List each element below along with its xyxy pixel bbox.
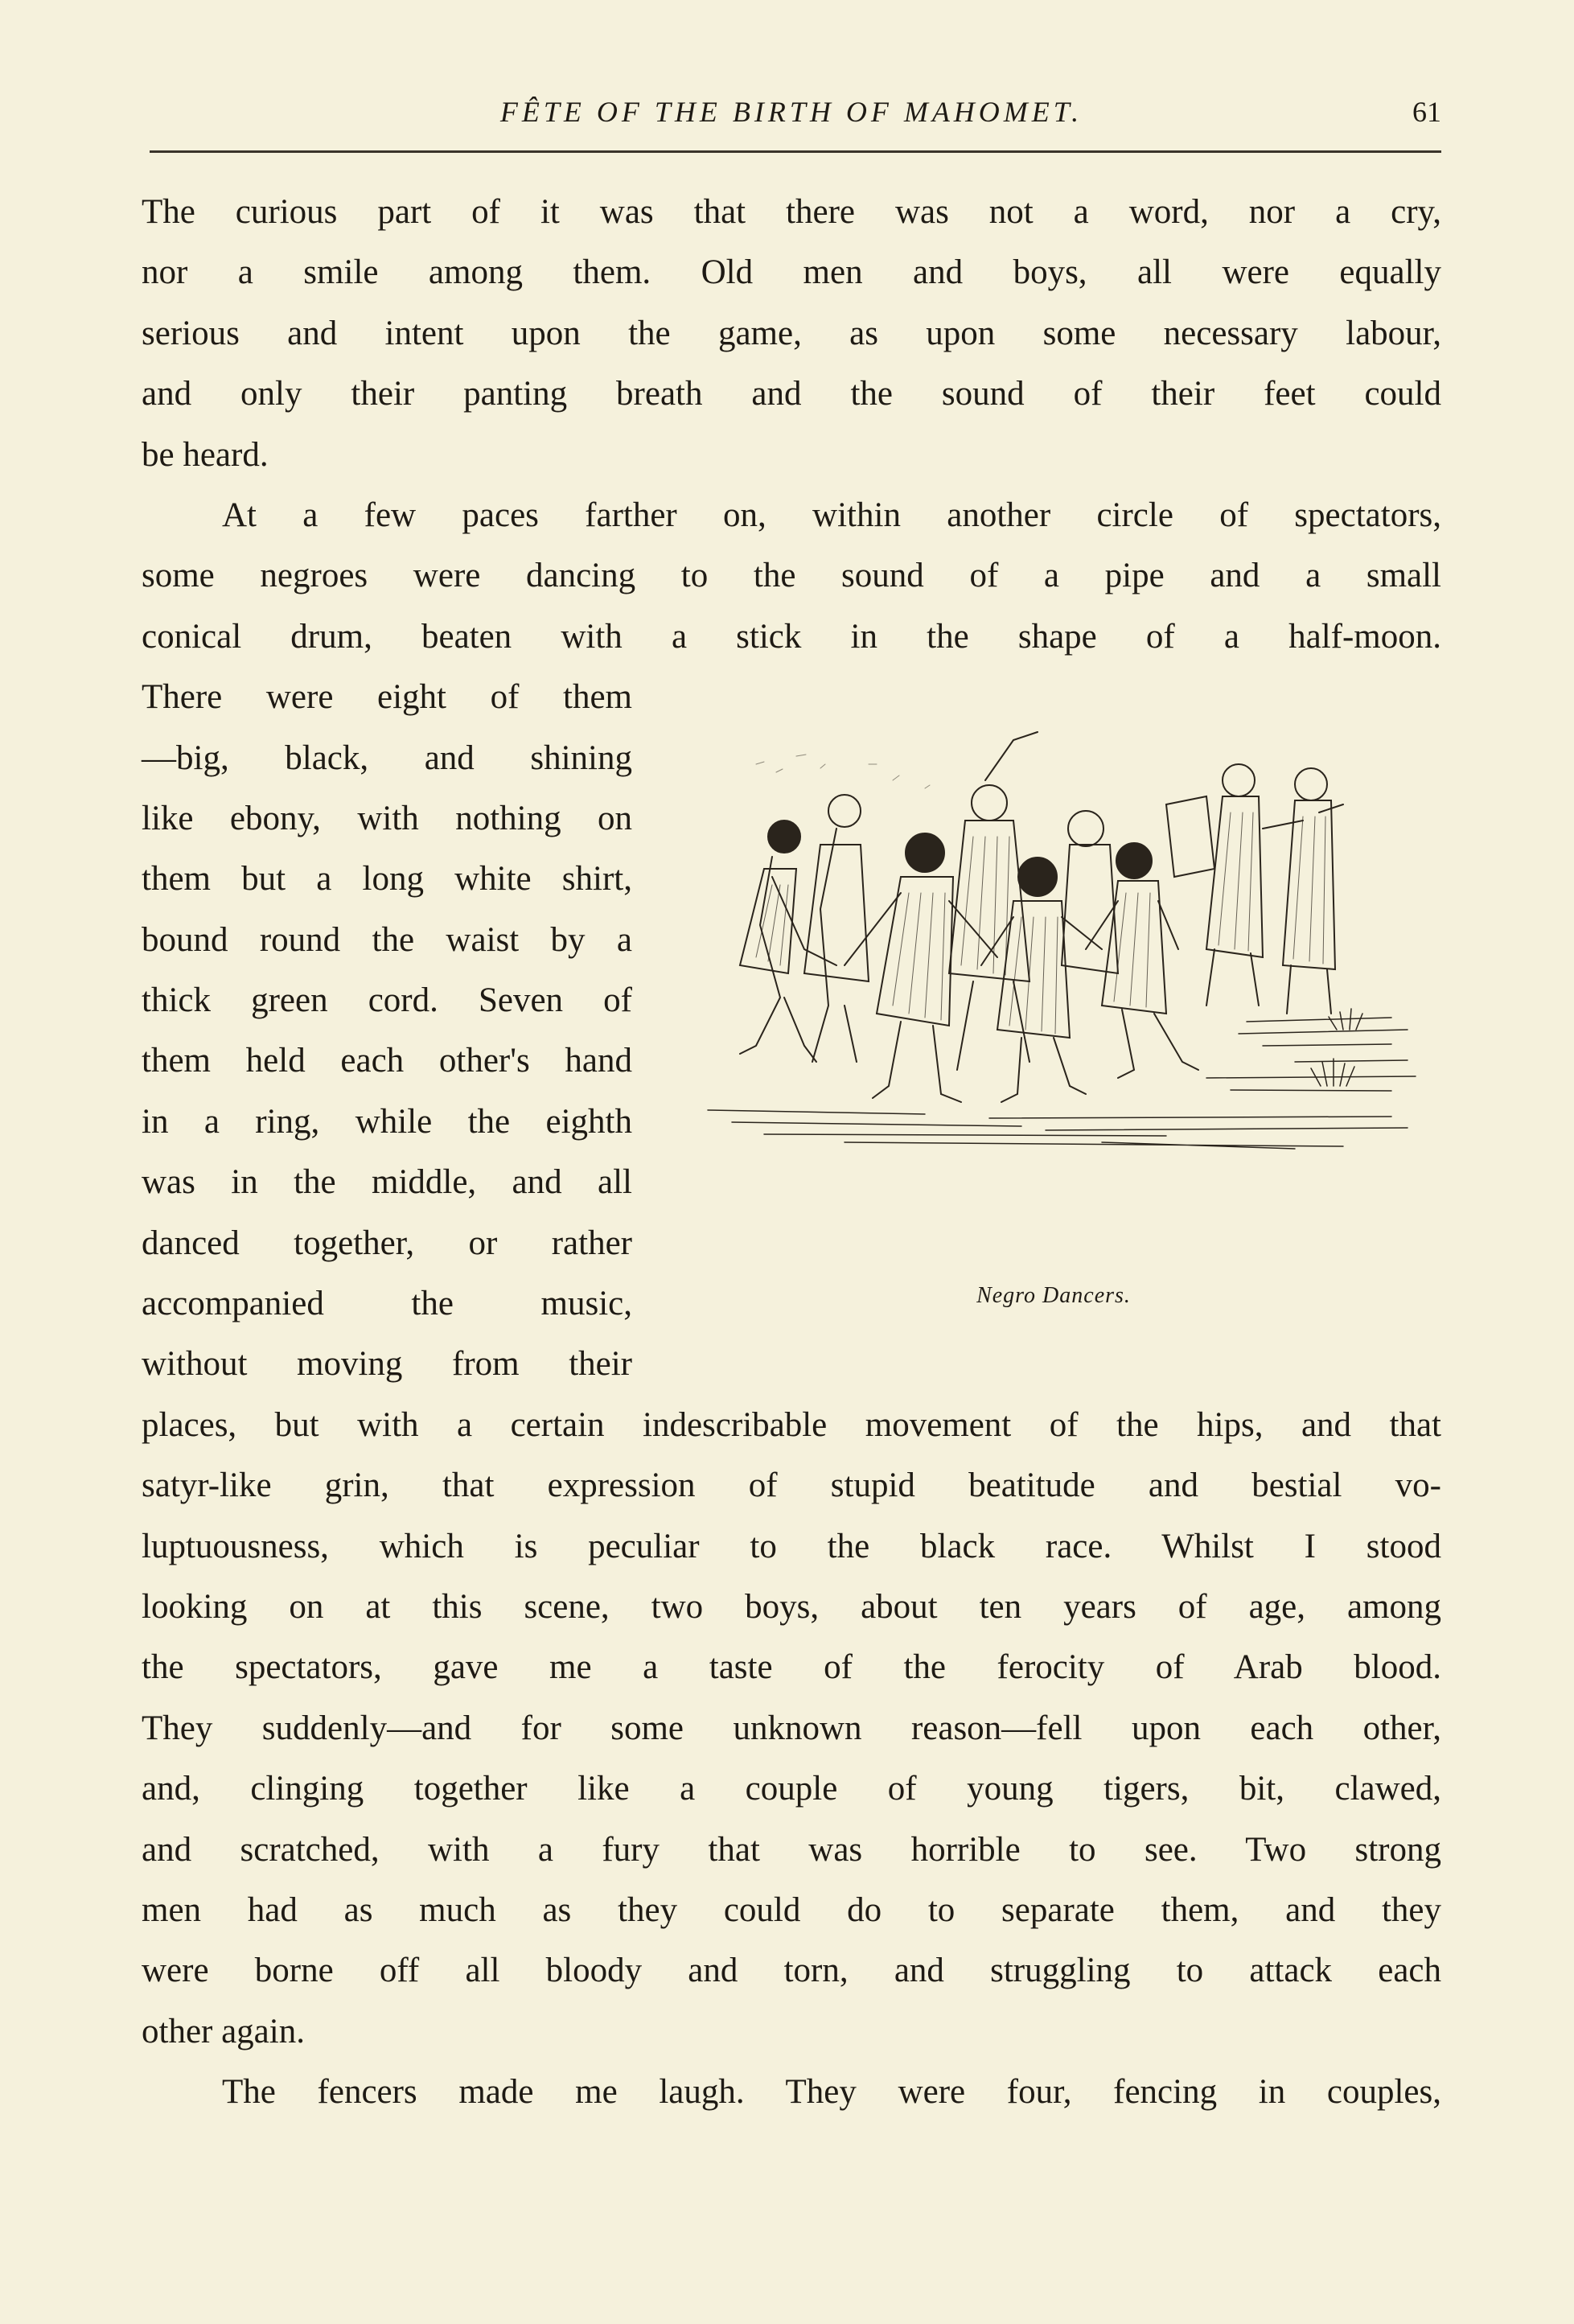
dancer-figures [740, 732, 1343, 1102]
text-line: some negroes were dancing to the sound of a pipe and a small [142, 557, 1441, 595]
text-line: danced together, or rather [142, 1224, 632, 1262]
paragraph-3 [142, 2062, 1441, 2122]
figure-caption: Negro Dancers. [976, 1283, 1131, 1308]
text-line: like ebony, with nothing on [142, 799, 632, 837]
text-line: was in the middle, and all [142, 1163, 632, 1202]
text-line: and, clinging together like a couple of young tigers, bit, clawed, [142, 1770, 1441, 1808]
robe-hatching [756, 812, 1325, 1034]
paragraph-2-continued [142, 1395, 1441, 2062]
text-line: nor a smile among them. Old men and boys, all were equally [142, 253, 1441, 292]
text-line: and only their panting breath and the sound of their feet could [142, 375, 1441, 413]
text-line: luptuousness, which is peculiar to the black race. Whilst I stood [142, 1527, 1441, 1565]
paragraph-2 [142, 485, 1441, 667]
text-line: other again. [142, 2012, 305, 2050]
running-title: FÊTE OF THE BIRTH OF MAHOMET. [499, 96, 1083, 128]
text-line: men had as much as they could do to separate them, and they [142, 1890, 1441, 1929]
paragraph-1 [142, 182, 1441, 485]
background-stipple [756, 755, 930, 788]
text-line: them held each other's hand [142, 1042, 632, 1080]
text-line: thick green cord. Seven of [142, 981, 632, 1020]
text-line: looking on at this scene, two boys, about ten years of age, among [142, 1587, 1441, 1626]
text-line: At a few paces farther on, within another circle of spectators, [222, 496, 1441, 534]
text-line: them but a long white shirt, [142, 860, 632, 899]
text-line: places, but with a certain indescribable movement of the hips, and that [142, 1405, 1441, 1444]
text-line: They suddenly—and for some unknown reason—fell upon each other, [142, 1709, 1441, 1747]
text-line: be heard. [142, 435, 269, 474]
grass-tuft [1311, 1009, 1362, 1086]
paragraph-2-wrapped [142, 667, 632, 1395]
text-line: without moving from their [142, 1345, 632, 1384]
text-line: were borne off all bloody and torn, and struggling to attack each [142, 1952, 1441, 1990]
engraving-illustration [684, 708, 1424, 1158]
text-line: and scratched, with a fury that was horrible to see. Two strong [142, 1830, 1441, 1869]
text-line: conical drum, beaten with a stick in the shape of a half-moon. [142, 617, 1441, 656]
text-line: in a ring, while the eighth [142, 1102, 632, 1141]
text-line: the spectators, gave me a taste of the ferocity of Arab blood. [142, 1648, 1441, 1687]
text-line: satyr-like grin, that expression of stupid beatitude and bestial vo- [142, 1466, 1441, 1505]
text-line: —big, black, and shining [142, 738, 632, 777]
header-rule [150, 150, 1441, 153]
text-line: The fencers made me laugh. They were four, fencing in couples, [222, 2073, 1441, 2112]
running-head [142, 95, 1441, 143]
text-line: serious and intent upon the game, as upon some necessary labour, [142, 314, 1441, 352]
page-number: 61 [1412, 96, 1441, 128]
text-line: The curious part of it was that there was not a word, nor a cry, [142, 193, 1441, 231]
text-line: There were eight of them [142, 678, 632, 717]
engraving-negro-dancers [684, 708, 1424, 1271]
text-line: accompanied the music, [142, 1285, 632, 1323]
text-line: bound round the waist by a [142, 920, 632, 959]
